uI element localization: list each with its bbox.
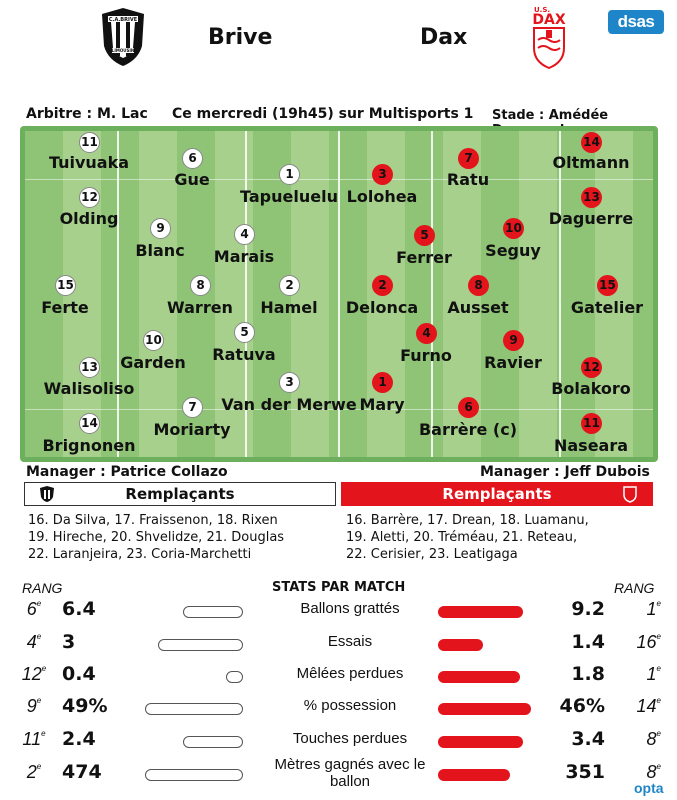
home-player-name: Warren	[167, 298, 233, 317]
svg-text:LIMOUSIN: LIMOUSIN	[111, 48, 135, 53]
home-value: 0.4	[62, 663, 96, 685]
stat-label: % possession	[303, 697, 397, 714]
away-team-name: Dax	[420, 25, 468, 50]
home-player-name: Blanc	[135, 241, 185, 260]
away-player-name: Seguy	[485, 241, 541, 260]
away-stat-bar	[438, 606, 523, 618]
away-player-name: Mary	[359, 395, 405, 414]
away-value: 3.4	[571, 728, 605, 750]
stadium: Stade : Amédée	[492, 108, 609, 123]
away-player-name: Barrère (c)	[418, 420, 518, 439]
away-manager: Manager : Jeff Dubois	[480, 464, 650, 480]
stats-title: STATS PAR MATCH	[272, 580, 406, 595]
stat-label: Ballons grattés	[300, 600, 400, 617]
away-player-number: 7	[458, 148, 479, 169]
away-value: 351	[565, 761, 605, 783]
home-player-number: 5	[234, 322, 255, 343]
dsas-brand-logo: dsas	[608, 10, 664, 34]
home-player-name: Ratuva	[212, 345, 276, 364]
stat-row	[0, 694, 677, 724]
away-player-name: Lolohea	[346, 187, 418, 206]
home-player-number: 6	[182, 148, 203, 169]
away-value: 46%	[559, 695, 605, 717]
away-player-number: 1	[372, 372, 393, 393]
home-player-number: 2	[279, 275, 300, 296]
away-player-number: 14	[581, 132, 602, 153]
away-substitutes-title: Remplaçants	[442, 485, 552, 503]
away-player-number: 9	[503, 330, 524, 351]
home-stat-bar	[183, 606, 243, 618]
away-rank: 1e	[646, 599, 661, 619]
home-player-number: 4	[234, 224, 255, 245]
away-player-name: Delonca	[345, 298, 419, 317]
away-substitutes-list: 16. Barrère, 17. Drean, 18. Luamanu, 19. Aletti, 20. Tréméau, 21. Reteau, 22. Cerisier, 23. Leatigaga	[346, 513, 589, 562]
away-player-number: 5	[414, 225, 435, 246]
home-player-number: 9	[150, 218, 171, 239]
home-rank: 11e	[22, 729, 46, 749]
stat-row	[0, 597, 677, 627]
away-player-number: 8	[468, 275, 489, 296]
home-team-name: Brive	[208, 25, 273, 50]
away-rank: 1e	[646, 664, 661, 684]
away-player-name: Bolakoro	[551, 379, 631, 398]
home-stat-bar	[145, 703, 243, 715]
home-player-number: 8	[190, 275, 211, 296]
home-player-name: Gue	[174, 170, 210, 189]
home-value: 6.4	[62, 598, 96, 620]
brive-crest-icon	[39, 485, 55, 503]
home-manager: Manager : Patrice Collazo	[26, 464, 228, 480]
home-value: 2.4	[62, 728, 96, 750]
stat-row	[0, 756, 677, 790]
away-stat-bar	[438, 671, 520, 683]
home-player-name: Tapueluelu	[240, 187, 338, 206]
home-player-number: 11	[79, 132, 100, 153]
svg-text:DAX: DAX	[532, 12, 566, 28]
home-player-name: Moriarty	[153, 420, 231, 439]
home-player-number: 1	[279, 164, 300, 185]
svg-text:U.S.: U.S.	[534, 6, 551, 14]
home-value: 49%	[62, 695, 108, 717]
broadcast-info: Ce mercredi (19h45) sur Multisports 1	[172, 106, 474, 122]
away-rank: 8e	[646, 762, 661, 782]
away-player-name: Oltmann	[552, 153, 630, 172]
brive-logo-text: C.A.BRIVE	[108, 17, 138, 23]
home-player-name: Walisoliso	[43, 379, 135, 398]
dax-crest-icon	[622, 485, 638, 503]
away-value: 9.2	[571, 598, 605, 620]
home-player-number: 15	[55, 275, 76, 296]
away-player-name: Furno	[400, 346, 452, 365]
away-player-number: 13	[581, 187, 602, 208]
away-player-number: 6	[458, 397, 479, 418]
away-rank: 14e	[636, 696, 661, 716]
stat-label: Touches perdues	[292, 730, 408, 747]
away-player-number: 4	[416, 323, 437, 344]
home-player-name: Olding	[59, 209, 119, 228]
stat-row	[0, 662, 677, 692]
dax-logo	[524, 4, 574, 74]
away-rank-header: RANG	[614, 580, 655, 596]
home-player-name: Van der Merwe	[221, 395, 357, 414]
home-substitutes-header	[24, 482, 336, 506]
away-player-number: 12	[581, 357, 602, 378]
away-player-name: Ferrer	[396, 248, 452, 267]
away-stat-bar	[438, 769, 510, 781]
away-stat-bar	[438, 639, 483, 651]
away-stat-bar	[438, 703, 531, 715]
away-player-name: Ravier	[484, 353, 542, 372]
away-value: 1.8	[571, 663, 605, 685]
stat-label: Mètres gagnés avec le ballon	[274, 756, 426, 790]
home-rank: 6e	[26, 599, 42, 619]
home-player-number: 3	[279, 372, 300, 393]
home-player-name: Brignonen	[42, 436, 136, 455]
home-stat-bar	[226, 671, 243, 683]
home-stat-bar	[145, 769, 243, 781]
home-value: 3	[62, 631, 76, 653]
home-player-number: 14	[79, 413, 100, 434]
opta-source: opta	[634, 780, 664, 796]
home-rank-header: RANG	[22, 580, 63, 596]
home-player-name: Marais	[213, 247, 275, 266]
home-player-name: Garden	[120, 353, 186, 372]
home-rank: 12e	[21, 664, 47, 684]
home-substitutes-list: 16. Da Silva, 17. Fraissenon, 18. Rixen 19. Hireche, 20. Shvelidze, 21. Douglas 22. Laranjeira, 23. Coria-Marchetti	[28, 513, 285, 562]
away-player-name: Gatelier	[570, 298, 644, 317]
home-player-number: 13	[79, 357, 100, 378]
away-player-number: 10	[503, 218, 524, 239]
home-stat-bar	[158, 639, 243, 651]
away-player-name: Ratu	[446, 170, 490, 189]
away-stat-bar	[438, 736, 523, 748]
away-player-number: 2	[372, 275, 393, 296]
away-rank: 16e	[636, 632, 661, 652]
home-substitutes-title: Remplaçants	[125, 485, 235, 503]
home-player-number: 10	[143, 330, 164, 351]
home-stat-bar	[183, 736, 243, 748]
home-rank: 4e	[26, 632, 42, 652]
stat-row	[0, 630, 677, 660]
away-player-name: Ausset	[447, 298, 509, 317]
away-player-number: 3	[372, 164, 393, 185]
stat-row	[0, 727, 677, 757]
away-substitutes-header	[341, 482, 653, 506]
away-player-number: 15	[597, 275, 618, 296]
home-player-name: Ferte	[41, 298, 89, 317]
away-value: 1.4	[571, 631, 605, 653]
stat-label: Essais	[327, 633, 373, 650]
away-rank: 8e	[646, 729, 661, 749]
away-player-name: Naseara	[553, 436, 629, 455]
stat-label: Mêlées perdues	[296, 665, 404, 682]
home-rank: 9e	[26, 696, 42, 716]
referee: Arbitre : M. Lac	[26, 106, 148, 122]
home-player-number: 7	[182, 397, 203, 418]
home-player-number: 12	[79, 187, 100, 208]
brive-logo	[98, 6, 148, 68]
home-player-name: Tuivuaka	[48, 153, 130, 172]
home-rank: 2e	[26, 762, 42, 782]
home-value: 474	[62, 761, 102, 783]
home-player-name: Hamel	[260, 298, 318, 317]
away-player-name: Daguerre	[548, 209, 634, 228]
away-player-number: 11	[581, 413, 602, 434]
